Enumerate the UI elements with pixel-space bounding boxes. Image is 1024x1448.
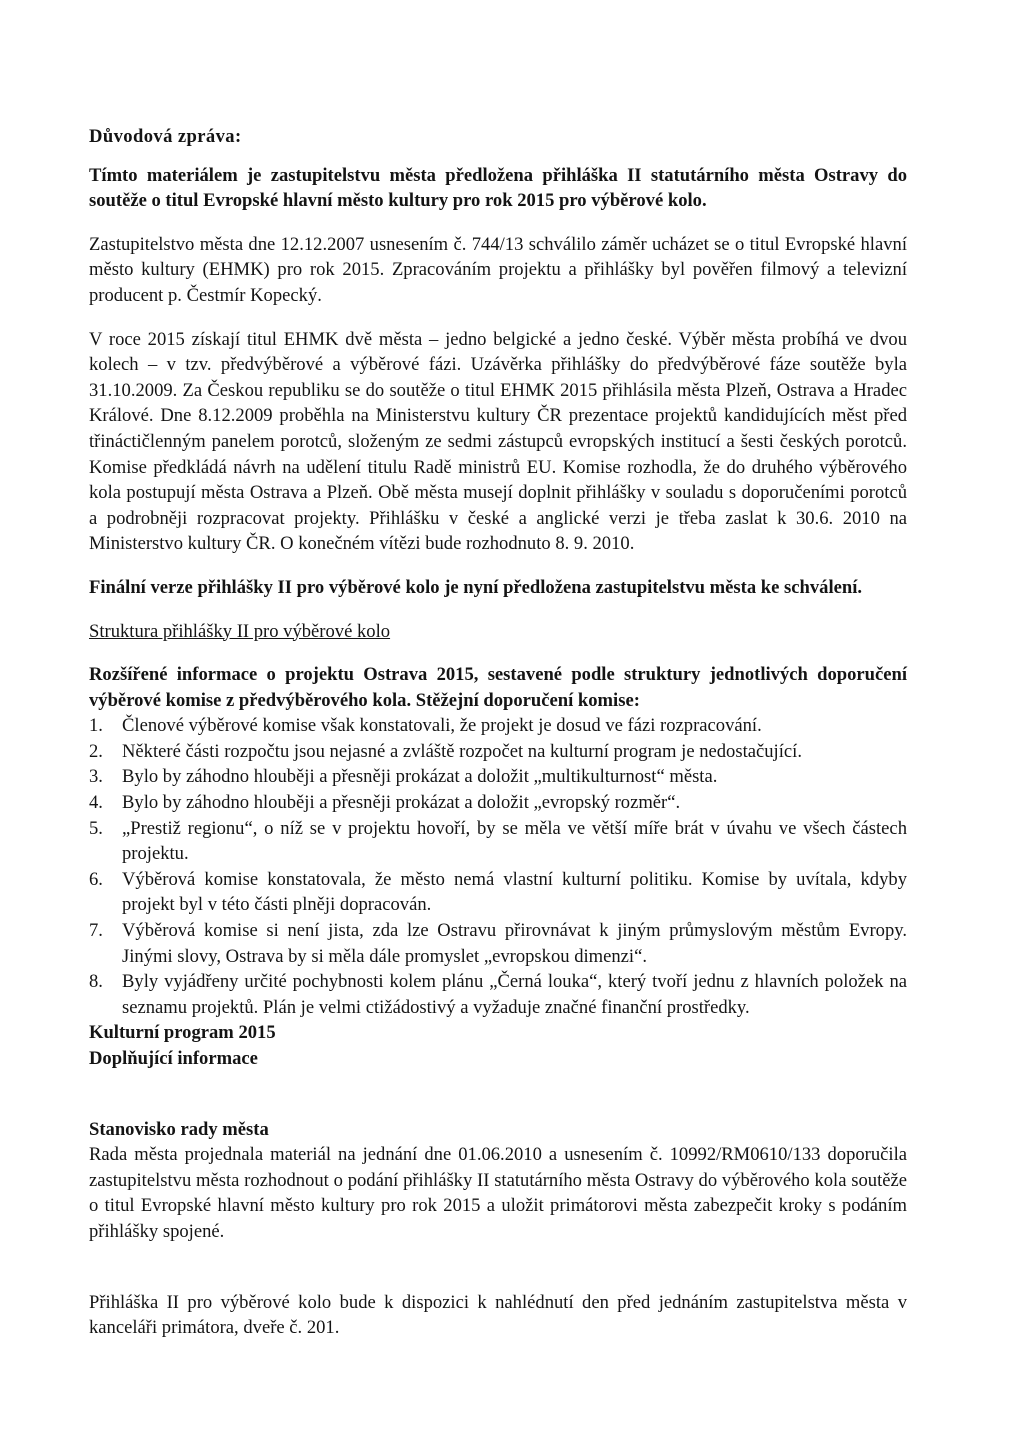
additional-info-heading: Doplňující informace xyxy=(89,1048,258,1069)
history-paragraph: Zastupitelstvo města dne 12.12.2007 usnesením č. 744/13 schválilo záměr ucházet se o titul Evropské hlavní město kultury (EHMK) pro rok 2015. Zpracováním projektu a přihlášky byl pověřen filmový a televizní producent p. Čestmír Kopecký. xyxy=(89,233,907,306)
list-item xyxy=(89,739,907,765)
list-item-number: 1. xyxy=(89,715,103,737)
list-item-number: 2. xyxy=(89,740,103,762)
list-item-text: Některé části rozpočtu jsou nejasné a zvláště rozpočet na kulturní program je nedostačující. xyxy=(122,740,802,762)
list-item-text: Byly vyjádřeny určité pochybnosti kolem plánu „Černá louka“, který tvoří jednu z hlavních položek na seznamu projektů. Plán je velmi ctižádostivý a vyžaduje značné finanční prostředky. xyxy=(122,971,907,1018)
list-item-text: Bylo by záhodno hlouběji a přesněji prokázat a doložit „evropský rozměr“. xyxy=(122,792,681,814)
list-item xyxy=(89,713,907,739)
cultural-program-heading: Kulturní program 2015 xyxy=(89,1022,276,1044)
list-item xyxy=(89,764,907,790)
document-heading: Důvodová zpráva: xyxy=(89,126,242,147)
document-body xyxy=(89,124,907,1341)
list-item-text: Členové výběrové komise však konstatovali, že projekt je dosud ve fázi rozpracování. xyxy=(122,715,762,737)
list-item xyxy=(89,867,907,918)
list-item-text: Výběrová komise konstatovala, že město nemá vlastní kulturní politiku. Komise by uvítala, kdyby projekt byl v této části plněji dopracován. xyxy=(122,868,907,916)
list-item-text: Bylo by záhodno hlouběji a přesněji prokázat a doložit „multikulturnost“ města. xyxy=(122,766,718,788)
council-paragraph: Rada města projednala materiál na jednání dne 01.06.2010 a usnesením č. 10992/RM0610/133 doporučila zastupitelstvu města rozhodnout o podání přihlášky II statutárního města Ostravy do výběrového kola soutěže o titul Evropské hlavní město kultury pro rok 2015 a uložit primátorovi města zabezpečit kroky s podáním přihlášky spojené. xyxy=(89,1144,907,1242)
final-version-paragraph: Finální verze přihlášky II pro výběrové kolo je nyní předložena zastupitelstvu města ke schválení. xyxy=(89,576,863,598)
list-item xyxy=(89,918,907,969)
recommendations-list xyxy=(89,713,907,1020)
list-item xyxy=(89,969,907,1020)
intro-paragraph: Tímto materiálem je zastupitelstvu města předložena přihláška II statutárního města Ostravy do soutěže o titul Evropské hlavní město kultury pro rok 2015 pro výběrové kolo. xyxy=(89,164,907,212)
closing-paragraph: Přihláška II pro výběrové kolo bude k dispozici k nahlédnutí den před jednáním zastupitelstva města v kanceláři primátora, dveře č. 201. xyxy=(89,1291,907,1339)
list-item-text: Výběrová komise si není jista, zda lze Ostravu přirovnávat k jiným průmyslovým městům Evropy. Jinými slovy, Ostrava by si měla dále promyslet „evropskou dimenzi“. xyxy=(122,920,907,967)
list-item-number: 8. xyxy=(89,971,103,993)
competition-paragraph: V roce 2015 získají titul EHMK dvě města – jedno belgické a jedno české. Výběr města probíhá ve dvou kolech – v tzv. předvýběrové a výběrové fázi. Uzávěrka přihlášky do předvýběrové fáze soutěže byla 31.10.2009. Za Českou republiku se do soutěže o titul EHMK 2015 přihlásila města Plzeň, Ostrava a Hradec Králové. Dne 8.12.2009 proběhla na Ministerstvu kultury ČR prezentace projektů kandidujících měst před třináctičlenným panelem porotců, složeným ze sedmi zástupců evropských institucí a šesti českých porotců. Komise předkládá návrh na udělení titulu Radě ministrů EU. Komise rozhodla, že do druhého výběrového kola postupují města Ostrava a Plzeň. Obě města musejí doplnit přihlášky v souladu s doporučeními porotců a podrobněji rozpracovat projekty. Přihlášku v české a anglické verzi je třeba zaslat k 30.6. 2010 na Ministerstvo kultury ČR. O konečném vítězi bude rozhodnuto 8. 9. 2010. xyxy=(89,328,907,555)
list-item xyxy=(89,790,907,816)
list-item-number: 6. xyxy=(89,868,103,890)
structure-intro: Rozšířené informace o projektu Ostrava 2015, sestavené podle struktury jednotlivých doporučení výběrové komise z předvýběrového kola. Stěžejní doporučení komise: xyxy=(89,664,907,711)
list-item-number: 7. xyxy=(89,920,103,942)
council-heading: Stanovisko rady města xyxy=(89,1118,269,1140)
list-item xyxy=(89,816,907,867)
structure-title: Struktura přihlášky II pro výběrové kolo xyxy=(89,620,391,642)
list-item-number: 5. xyxy=(89,817,103,839)
list-item-number: 3. xyxy=(89,766,103,788)
list-item-number: 4. xyxy=(89,792,103,814)
list-item-text: „Prestiž regionu“, o níž se v projektu hovoří, by se měla ve větší míře brát v úvahu ve všech částech projektu. xyxy=(122,817,907,865)
